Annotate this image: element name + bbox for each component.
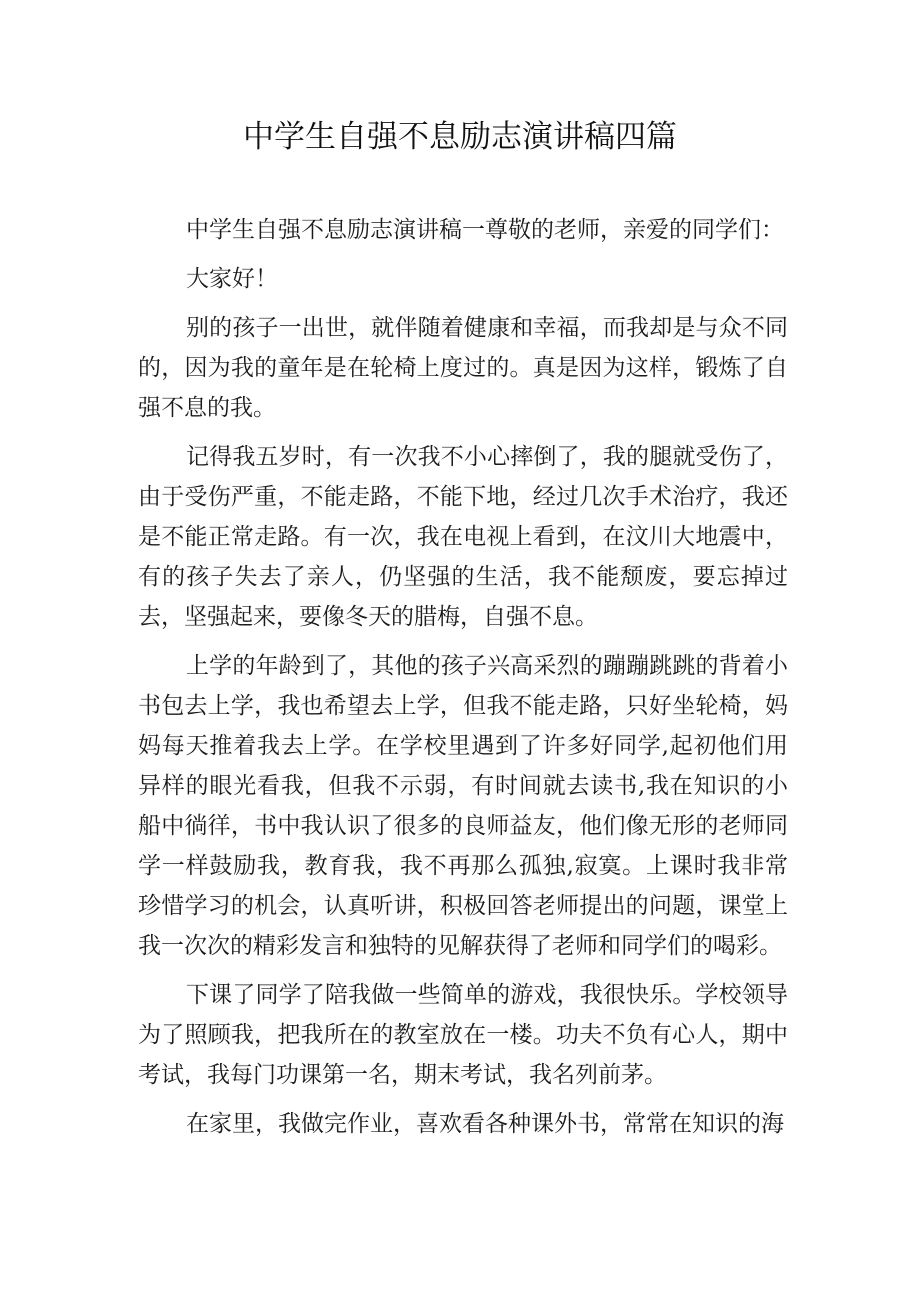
paragraph: 在家里，我做完作业，喜欢看各种课外书，常常在知识的海: [186, 1111, 784, 1137]
document-body: [138, 210, 788, 1153]
paragraph-salutation: 中学生自强不息励志演讲稿一尊敬的老师，亲爱的同学们：: [186, 217, 784, 243]
paragraph: 记得我五岁时，有一次我不小心摔倒了，我的腿就受伤了，由于受伤严重，不能走路，不能下地，经过几次手术治疗，我还是不能正常走路。有一次，我在电视上看到，在汶川大地震中，有的孩子失去了亲人，仍坚强的生活，我不能颓废，要忘掉过去，坚强起来，要像冬天的腊梅，自强不息。: [138, 444, 788, 630]
paragraph: 下课了同学了陪我做一些简单的游戏，我很快乐。学校领导为了照顾我，把我所在的教室放在一楼。功夫不负有心人，期中考试，我每门功课第一名，期末考试，我名列前茅。: [138, 982, 788, 1088]
paragraph-greeting: 大家好！: [186, 266, 278, 292]
document-title: 中学生自强不息励志演讲稿四篇: [243, 119, 677, 155]
paragraph: 上学的年龄到了，其他的孩子兴高采烈的蹦蹦跳跳的背着小书包去上学，我也希望去上学，但我不能走路，只好坐轮椅，妈妈每天推着我去上学。在学校里遇到了许多好同学,起初他们用异样的眼光看我，但我不示弱，有时间就去读书,我在知识的小船中徜徉，书中我认识了很多的良师益友，他们像无形的老师同学一样鼓励我，教育我，我不再那么孤独,寂寞。上课时我非常珍惜学习的机会，认真听讲，积极回答老师提出的问题，课堂上我一次次的精彩发言和独特的见解获得了老师和同学们的喝彩。: [138, 653, 788, 959]
paragraph: 别的孩子一出世，就伴随着健康和幸福，而我却是与众不同的，因为我的童年是在轮椅上度过的。真是因为这样，锻炼了自强不息的我。: [138, 315, 788, 421]
